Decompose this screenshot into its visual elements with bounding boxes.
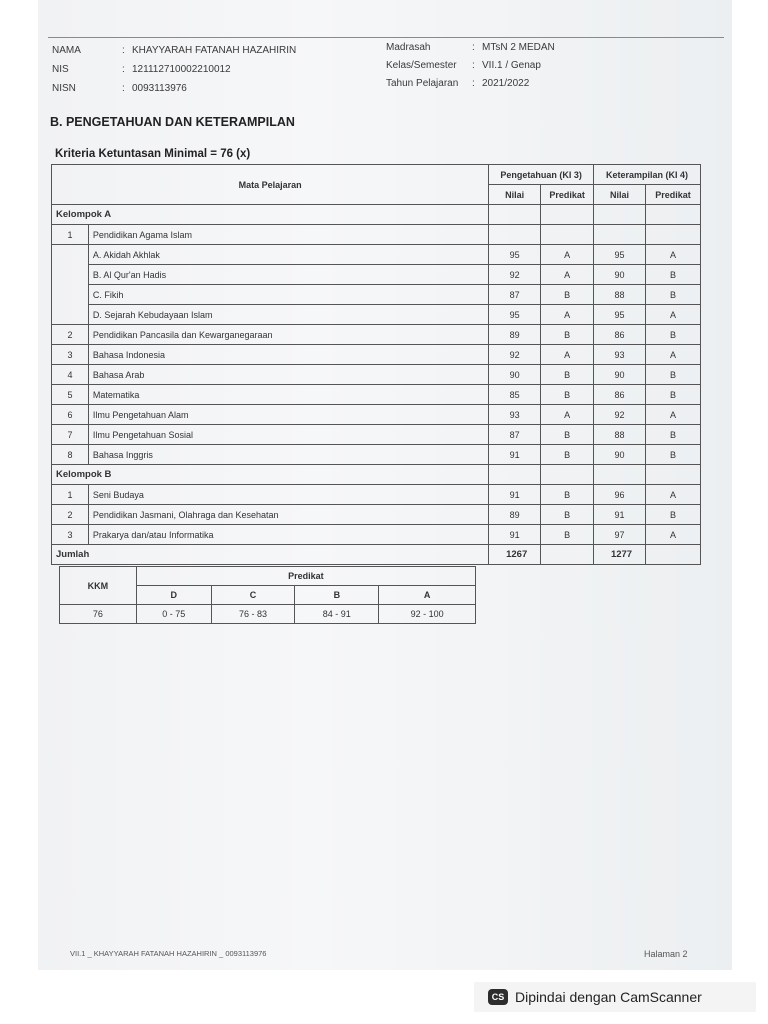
table-row — [52, 425, 701, 445]
legend-range: 76 - 83 — [211, 605, 295, 624]
footer-student-id: VII.1 _ KHAYYARAH FATANAH HAZAHIRIN _ 0093113976 — [70, 949, 267, 958]
table-row — [52, 405, 701, 425]
header-divider — [48, 37, 724, 38]
nilai-pengetahuan: 91 — [489, 525, 541, 545]
header-nis: NIS : 121112710002210012 — [52, 64, 231, 75]
nilai-keterampilan: 95 — [594, 245, 646, 265]
col-mapel-header: Mata Pelajaran — [52, 165, 489, 205]
predikat-keterampilan: B — [645, 445, 700, 465]
camscanner-badge — [474, 982, 756, 1012]
nilai-pengetahuan: 89 — [489, 505, 541, 525]
predikat-keterampilan: B — [645, 505, 700, 525]
predikat-keterampilan: A — [645, 405, 700, 425]
predikat-pengetahuan: B — [541, 385, 594, 405]
legend-range-row — [60, 605, 476, 624]
subject-name: Pendidikan Jasmani, Olahraga dan Kesehatan — [88, 505, 488, 525]
predikat-pengetahuan: B — [541, 365, 594, 385]
nilai-keterampilan: 88 — [594, 425, 646, 445]
nilai-pengetahuan: 85 — [489, 385, 541, 405]
subject-name: C. Fikih — [88, 285, 488, 305]
predikat-pengetahuan: B — [541, 505, 594, 525]
table-row — [52, 485, 701, 505]
table-row — [52, 445, 701, 465]
nilai-keterampilan: 90 — [594, 265, 646, 285]
group-b-row — [52, 465, 701, 485]
nilai-keterampilan: 86 — [594, 385, 646, 405]
header-kelas: Kelas/Semester : VII.1 / Genap — [386, 60, 541, 71]
table-row — [52, 505, 701, 525]
nilai-keterampilan: 86 — [594, 325, 646, 345]
nilai-keterampilan: 90 — [594, 365, 646, 385]
total-row — [52, 545, 701, 565]
report-page — [38, 0, 732, 970]
predikat-keterampilan: B — [645, 325, 700, 345]
nilai-keterampilan: 97 — [594, 525, 646, 545]
row-number: 1 — [52, 225, 89, 245]
row-number: 3 — [52, 525, 89, 545]
table-row — [52, 385, 701, 405]
col-pengetahuan-header: Pengetahuan (KI 3) — [489, 165, 594, 185]
header-nama: NAMA : KHAYYARAH FATANAH HAZAHIRIN — [52, 45, 297, 56]
nilai-pengetahuan: 91 — [489, 485, 541, 505]
nilai-pengetahuan: 87 — [489, 285, 541, 305]
predikat-keterampilan: A — [645, 305, 700, 325]
predikat-pengetahuan: B — [541, 285, 594, 305]
predikat-keterampilan: B — [645, 425, 700, 445]
total-keterampilan: 1277 — [594, 545, 646, 565]
nilai-keterampilan: 91 — [594, 505, 646, 525]
legend-grade: B — [295, 586, 379, 605]
row-number: 7 — [52, 425, 89, 445]
table-row — [52, 325, 701, 345]
subject-name: Prakarya dan/atau Informatika — [88, 525, 488, 545]
predikat-pengetahuan: A — [541, 265, 594, 285]
nilai-keterampilan: 90 — [594, 445, 646, 465]
predikat-pengetahuan: B — [541, 445, 594, 465]
nilai-pengetahuan: 90 — [489, 365, 541, 385]
row-number: 2 — [52, 325, 89, 345]
table-row — [52, 525, 701, 545]
subject-name: Bahasa Indonesia — [88, 345, 488, 365]
col-predikat-header: Predikat — [541, 185, 594, 205]
header-tahun: Tahun Pelajaran : 2021/2022 — [386, 78, 530, 89]
subject-name: Seni Budaya — [88, 485, 488, 505]
row-number: 8 — [52, 445, 89, 465]
nilai-keterampilan: 93 — [594, 345, 646, 365]
predikat-keterampilan: A — [645, 245, 700, 265]
predikat-keterampilan: B — [645, 365, 700, 385]
table-row — [52, 245, 701, 265]
nilai-pengetahuan: 95 — [489, 245, 541, 265]
predikat-keterampilan: A — [645, 345, 700, 365]
nilai-keterampilan: 96 — [594, 485, 646, 505]
predikat-keterampilan: A — [645, 525, 700, 545]
subject-name: Pendidikan Agama Islam — [88, 225, 488, 245]
group-b-label: Kelompok B — [52, 465, 489, 485]
predikat-keterampilan: B — [645, 385, 700, 405]
legend-predikat-header: Predikat — [136, 567, 475, 586]
col-keterampilan-header: Keterampilan (KI 4) — [594, 165, 701, 185]
nilai-pengetahuan: 89 — [489, 325, 541, 345]
legend-range: 0 - 75 — [136, 605, 211, 624]
predikat-pengetahuan: A — [541, 345, 594, 365]
total-label: Jumlah — [52, 545, 489, 565]
section-title: B. PENGETAHUAN DAN KETERAMPILAN — [50, 115, 295, 129]
nilai-pengetahuan: 92 — [489, 345, 541, 365]
row-number: 3 — [52, 345, 89, 365]
predikat-legend-table — [59, 566, 476, 624]
nilai-keterampilan: 95 — [594, 305, 646, 325]
predikat-pengetahuan: B — [541, 525, 594, 545]
legend-grade: D — [136, 586, 211, 605]
col-nilai-header: Nilai — [489, 185, 541, 205]
col-nilai-header: Nilai — [594, 185, 646, 205]
subject-name: B. Al Qur'an Hadis — [88, 265, 488, 285]
table-row — [52, 345, 701, 365]
subject-name: Bahasa Inggris — [88, 445, 488, 465]
predikat-keterampilan: A — [645, 485, 700, 505]
row-number: 5 — [52, 385, 89, 405]
predikat-keterampilan: B — [645, 285, 700, 305]
subject-name: Pendidikan Pancasila dan Kewarganegaraan — [88, 325, 488, 345]
row-number: 1 — [52, 485, 89, 505]
nilai-pengetahuan: 87 — [489, 425, 541, 445]
table-row — [52, 265, 701, 285]
row-number: 4 — [52, 365, 89, 385]
group-a-row — [52, 205, 701, 225]
nilai-pengetahuan: 95 — [489, 305, 541, 325]
row-number: 6 — [52, 405, 89, 425]
table-row — [52, 305, 701, 325]
camscanner-logo-icon: CS — [488, 989, 508, 1005]
header-madrasah: Madrasah : MTsN 2 MEDAN — [386, 42, 555, 53]
subject-name: D. Sejarah Kebudayaan Islam — [88, 305, 488, 325]
table-row — [52, 225, 701, 245]
header-nisn: NISN : 0093113976 — [52, 83, 187, 94]
subject-name: A. Akidah Akhlak — [88, 245, 488, 265]
kkm-title: Kriteria Ketuntasan Minimal = 76 (x) — [55, 148, 251, 160]
table-row — [52, 365, 701, 385]
table-header-row — [52, 165, 701, 185]
legend-kkm-value: 76 — [60, 605, 137, 624]
predikat-pengetahuan: B — [541, 325, 594, 345]
nilai-keterampilan: 88 — [594, 285, 646, 305]
camscanner-text: Dipindai dengan CamScanner — [515, 989, 702, 1005]
predikat-pengetahuan: B — [541, 425, 594, 445]
row-number: 2 — [52, 505, 89, 525]
legend-range: 92 - 100 — [379, 605, 476, 624]
legend-range: 84 - 91 — [295, 605, 379, 624]
predikat-pengetahuan: A — [541, 305, 594, 325]
nilai-pengetahuan: 93 — [489, 405, 541, 425]
legend-header-row — [60, 567, 476, 586]
legend-grade: C — [211, 586, 295, 605]
col-predikat-header: Predikat — [645, 185, 700, 205]
subject-name: Bahasa Arab — [88, 365, 488, 385]
predikat-pengetahuan: A — [541, 245, 594, 265]
legend-grade: A — [379, 586, 476, 605]
subject-name: Ilmu Pengetahuan Alam — [88, 405, 488, 425]
nilai-pengetahuan: 91 — [489, 445, 541, 465]
subject-name: Matematika — [88, 385, 488, 405]
legend-kkm-header: KKM — [60, 567, 137, 605]
grades-table — [51, 164, 701, 565]
nilai-pengetahuan: 92 — [489, 265, 541, 285]
group-a-label: Kelompok A — [52, 205, 489, 225]
subject-name: Ilmu Pengetahuan Sosial — [88, 425, 488, 445]
predikat-pengetahuan: B — [541, 485, 594, 505]
predikat-pengetahuan: A — [541, 405, 594, 425]
total-pengetahuan: 1267 — [489, 545, 541, 565]
footer-page-number: Halaman 2 — [644, 949, 688, 959]
predikat-keterampilan: B — [645, 265, 700, 285]
nilai-keterampilan: 92 — [594, 405, 646, 425]
table-row — [52, 285, 701, 305]
